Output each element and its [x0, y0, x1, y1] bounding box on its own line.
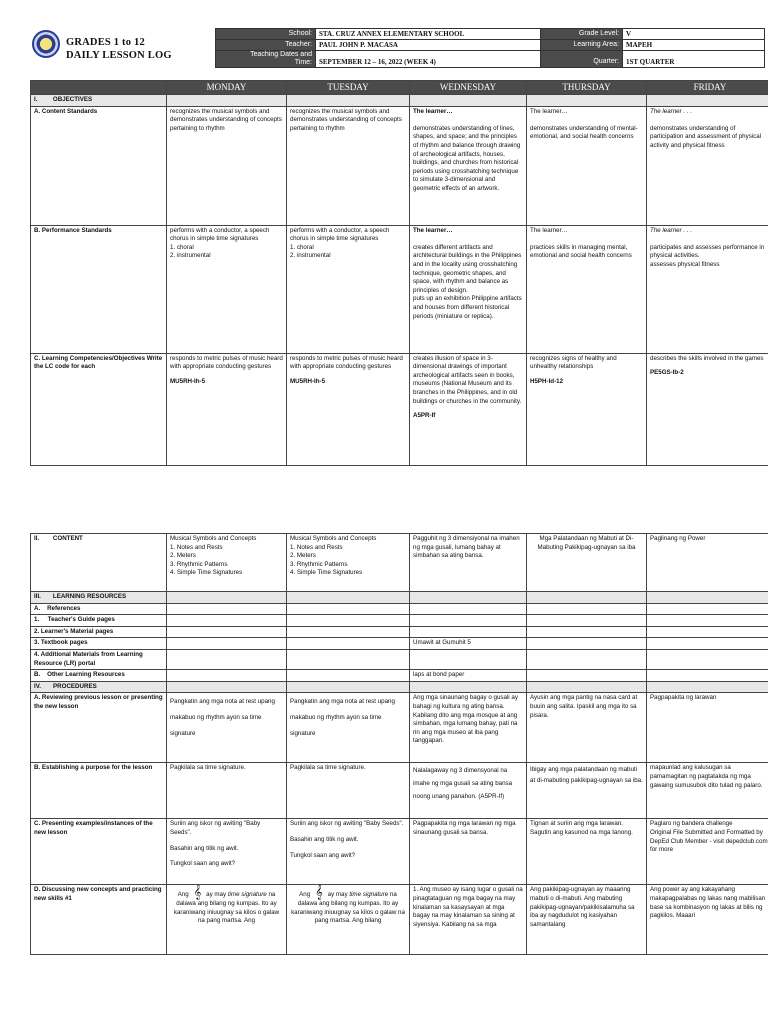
procedure-c-mon-line3: Tungkol saan ang awit? — [170, 860, 236, 868]
dates-label — [216, 51, 316, 68]
references-label: A. References — [31, 603, 167, 615]
content-standards-mon: recognizes the musical symbols and demonstrates understanding of concepts pertaining to rhythm — [167, 106, 287, 225]
procedure-d-wed: 1. Ang museo ay isang lugar o gusali na pinagtataguan ng mga bagay na may kinalaman sa kasaysayan at mga bagay na may kinalaman sa sining at siyensiya. Kabilang na sa mga — [410, 885, 527, 955]
competencies-thu-code: H5PH-Id-12 — [530, 377, 564, 385]
other-resources-row — [31, 670, 768, 682]
competencies-fri-code: PE5GS-Ib-2 — [650, 369, 684, 377]
performance-standards-fri — [647, 225, 768, 353]
procedure-c-tue — [287, 819, 410, 885]
procedure-c-wed: Pagpapakita ng mga larawan ng mga sinaunang gusali sa bansa. — [410, 819, 527, 885]
procedure-c-tue-line2: Basahin ang titik ng awit. — [290, 835, 359, 843]
day-header-blank — [31, 81, 167, 95]
content-wed: Pagguhit ng 3 dimensiyonal na imahen ng mga gusali, lumang bahay at simbahan sa ating bansa. — [410, 534, 527, 592]
content-label: II. CONTENT — [31, 534, 167, 592]
procedures-heading: IV. PROCEDURES — [31, 681, 167, 693]
performance-standards-thu-text: practices skills in managing mental, emotional and social health concerns — [530, 243, 632, 260]
procedure-d-tue-text: na dalawa ang bilang ng kumpas. Ito ay karaniwang iniuugnay sa kilos o galaw na pang martsa. Ang bilang — [291, 891, 405, 925]
procedure-a-tue: Pangkatin ang mga nota at rest upang makabuo ng rhythm ayon sa time signature — [287, 693, 410, 763]
competencies-thu — [527, 353, 647, 465]
procedure-b-row — [31, 763, 768, 819]
content-standards-fri-head: The learner . . . — [650, 107, 692, 115]
content-row — [31, 534, 768, 592]
objectives-heading-row — [31, 95, 768, 107]
day-header-row — [31, 81, 768, 95]
content-thu: Mga Palatandaan ng Mabuti at Di-Mabuting Pakikipag-ugnayan sa iba — [527, 534, 647, 592]
procedure-b-thu: Ibigay ang mga palatandaan ng mabuti at di-mabuting pakikipag-ugnayan sa iba. — [527, 763, 647, 819]
procedure-c-row — [31, 819, 768, 885]
procedure-a-wed: Ang mga sinaunang bagay o gusali ay bahagi ng kultura ng ating bansa. Kabilang dito ang mga mosque at ang simbahan, mga lumang bahay, pati na rin ang mga museo at iba pang tanggapan. — [410, 693, 527, 763]
procedure-c-label: C. Presenting examples/instances of the new lesson — [31, 819, 167, 885]
procedure-c-tue-line3: Tungkol saan ang awit? — [290, 851, 356, 859]
area-value: MAPEH — [623, 40, 765, 51]
resources-heading-row — [31, 592, 768, 604]
competencies-wed-code: A5PR-If — [413, 412, 436, 420]
header — [30, 28, 768, 74]
competencies-wed-text: creates illusion of space in 3-dimensional drawings of important archeological artifacts seen in books, museums (National Museum and its branches in the Philippines, and in old buildings or churches in the community. — [413, 354, 522, 405]
content-mon: Musical Symbols and Concepts 1. Notes and Rests 2. Meters 3. Rhythmic Patterns 4. Simple Time Signatures — [167, 534, 287, 592]
performance-standards-row — [31, 225, 768, 353]
treble-clef-icon: 𝄞 — [193, 885, 202, 901]
competencies-mon-text: responds to metric pulses of music heard with appropriate conducting gestures — [170, 354, 283, 371]
procedure-c-fri: Paglaro ng bandera challenge Original File Submitted and Formatted by DepEd Club Member - visit depedclub.com for more — [647, 819, 768, 885]
title-line-1: GRADES 1 to 12 — [66, 37, 145, 48]
procedure-a-thu: Ayusin ang mga pantig na nasa card at buuin ang salita. Ipaskil ang mga ito sa pisara. — [527, 693, 647, 763]
learners-material-label: 2. Learner's Material pages — [31, 626, 167, 638]
procedure-d-tue-ang: Ang — [299, 891, 311, 899]
performance-standards-thu-head: The learner… — [530, 226, 568, 234]
procedure-b-label: B. Establishing a purpose for the lesson — [31, 763, 167, 819]
procedure-d-mon-ang: Ang — [177, 891, 189, 899]
school-label: School: — [216, 29, 316, 40]
content-standards-row — [31, 106, 768, 225]
procedure-c-thu: Tignan at suriin ang mga larawan. Sagutin ang kasunod na mga tanong. — [527, 819, 647, 885]
day-wednesday: WEDNESDAY — [410, 81, 527, 95]
competencies-mon-code: MU5RH-Ih-5 — [170, 377, 206, 385]
procedure-c-mon — [167, 819, 287, 885]
day-tuesday: TUESDAY — [287, 81, 410, 95]
textbook-label: 3. Textbook pages — [31, 638, 167, 650]
objectives-table — [30, 80, 768, 466]
day-friday: FRIDAY — [647, 81, 768, 95]
grade-value: V — [623, 29, 765, 40]
procedure-d-tue-timesig: time signature — [349, 891, 389, 899]
competencies-wed — [410, 353, 527, 465]
other-resources-label: B. Other Learning Resources — [31, 670, 167, 682]
competencies-row — [31, 353, 768, 465]
procedure-b-tue: Pagkilala sa time signature. — [287, 763, 410, 819]
procedure-a-row — [31, 693, 768, 763]
content-standards-wed — [410, 106, 527, 225]
teacher-label: Teacher: — [216, 40, 316, 51]
procedure-a-fri: Pagpapakita ng larawan — [647, 693, 768, 763]
procedure-d-row — [31, 885, 768, 955]
procedure-d-thu: Ang pakikipag-ugnayan ay maaaring mabuti o di-mabuti. Ang mabuting pakikipag-ugnayan/pakikisalamuha sa iba ay nagdudulot ng kasiyahan samantalang — [527, 885, 647, 955]
procedure-d-tue — [287, 885, 410, 955]
content-fri: Paglinang ng Power — [647, 534, 768, 592]
performance-standards-label: B. Performance Standards — [31, 225, 167, 353]
procedure-d-label: D. Discussing new concepts and practicing new skills #1 — [31, 885, 167, 955]
procedure-b-fri: mapaunlad ang kalusugan sa pamamagitan ng pagtatakda ng mga gawaing sumusubok dito tulad ng palaro. — [647, 763, 768, 819]
references-row — [31, 603, 768, 615]
teacher-value: PAUL JOHN P. MACASA — [316, 40, 541, 51]
procedure-d-mon-aymay: ay may — [206, 891, 227, 899]
procedure-d-tue-aymay: ay may — [327, 891, 348, 899]
teachers-guide-label: 1. Teacher's Guide pages — [31, 615, 167, 627]
dates-value: SEPTEMBER 12 – 16, 2022 (WEEK 4) — [316, 51, 541, 68]
competencies-mon — [167, 353, 287, 465]
competencies-fri-text: describes the skills involved in the games — [650, 354, 764, 362]
resources-heading: III. LEARNING RESOURCES — [31, 592, 167, 604]
content-standards-wed-text: demonstrates understanding of lines, shapes, and space; and the principles of rhythm and balance through drawing of archeological artifacts, houses, buildings, and churches from historical periods using crosshatching technique to simulate 3-dimensional and geometric effects of an artwork. — [413, 124, 521, 192]
procedures-heading-row — [31, 681, 768, 693]
procedure-d-mon-timesig: time signature — [227, 891, 267, 899]
competencies-fri — [647, 353, 768, 465]
quarter-value: 1ST QUARTER — [623, 51, 765, 68]
performance-standards-wed — [410, 225, 527, 353]
learners-material-row — [31, 626, 768, 638]
competencies-label: C. Learning Competencies/Objectives Write the LC code for each — [31, 353, 167, 465]
competencies-tue-text: responds to metric pulses of music heard with appropriate conducting gestures — [290, 354, 403, 371]
content-tue: Musical Symbols and Concepts 1. Notes and Rests 2. Meters 3. Rhythmic Patterns 4. Simple Time Signatures — [287, 534, 410, 592]
performance-standards-wed-head: The learner… — [413, 226, 453, 234]
procedure-b-mon: Pagkilala sa time signature. — [167, 763, 287, 819]
area-label: Learning Area: — [541, 40, 623, 51]
textbook-row — [31, 638, 768, 650]
procedure-d-fri: Ang power ay ang kakayahang makapagpalabas ng lakas nang mabilisan base sa kombinasyon ng lakas at bilis ng pagkilos. Maaari — [647, 885, 768, 955]
objectives-heading: I. OBJECTIVES — [31, 95, 167, 107]
deped-seal-logo — [32, 30, 60, 58]
content-standards-thu-head: The learner… — [530, 107, 568, 115]
grade-label: Grade Level: — [541, 29, 623, 40]
procedure-d-mon-text: na dalawa ang bilang ng kumpas. Ito ay karaniwang iniuugnay sa kilos o galaw na pang martsa. Ang — [173, 891, 280, 925]
content-standards-fri-text: demonstrates understanding of participation and assessment of physical activity and physical fitness — [650, 124, 762, 149]
procedure-c-tue-line1: Suriin ang iskor ng awiting "Baby Seeds". — [290, 820, 404, 828]
procedure-c-mon-line1: Suriin ang iskor ng awiting "Baby Seeds". — [170, 820, 261, 836]
performance-standards-tue: performs with a conductor, a speech chorus in simple time signatures 1. choral 2. instrumental — [287, 225, 410, 353]
performance-standards-fri-head: The learner . . . — [650, 226, 692, 234]
teachers-guide-row — [31, 615, 768, 627]
dates-label-line2: Time: — [294, 59, 312, 66]
content-standards-thu-text: demonstrates understanding of mental-emotional, and social health concerns — [530, 124, 638, 141]
performance-standards-thu — [527, 225, 647, 353]
quarter-label: Quarter: — [541, 51, 623, 68]
content-standards-label: A. Content Standards — [31, 106, 167, 225]
day-monday: MONDAY — [167, 81, 287, 95]
procedure-c-mon-line2: Basahin ang titik ng awit. — [170, 844, 239, 852]
procedure-d-mon — [167, 885, 287, 955]
procedure-a-mon: Pangkatin ang mga nota at rest upang makabuo ng rhythm ayon sa time signature — [167, 693, 287, 763]
day-thursday: THURSDAY — [527, 81, 647, 95]
additional-materials-row — [31, 649, 768, 669]
performance-standards-fri-text: participates and assesses performance in physical activities. assesses physical fitness — [650, 243, 765, 268]
competencies-thu-text: recognizes signs of healthy and unhealthy relationships — [530, 354, 617, 371]
procedures-table — [30, 533, 768, 955]
dates-label-line1: Teaching Dates and — [250, 51, 312, 58]
performance-standards-mon: performs with a conductor, a speech chorus in simple time signatures 1. choral 2. instrumental — [167, 225, 287, 353]
competencies-tue-code: MU5RH-Ih-5 — [290, 377, 326, 385]
lesson-log-sheet — [30, 28, 768, 928]
school-value: STA. CRUZ ANNEX ELEMENTARY SCHOOL — [316, 29, 541, 40]
content-standards-thu — [527, 106, 647, 225]
procedure-b-wed: Nalalagaway ng 3 dimensyonal na imahe ng mga gusali sa ating bansa noong unang panahon. (A5PR-If) — [410, 763, 527, 819]
other-resources-wed: laps at bond paper — [410, 670, 527, 682]
treble-clef-icon: 𝄞 — [315, 885, 323, 901]
content-standards-tue: recognizes the musical symbols and demonstrates understanding of concepts pertaining to rhythm — [287, 106, 410, 225]
title-line-2: DAILY LESSON LOG — [66, 50, 172, 61]
performance-standards-wed-text: creates different artifacts and architectural buildings in the Philippines and in the locality using crosshatching technique, geometric shapes, and space, with rhythm and balance as principles of design. puts up an exhibition Philippine artifacts and houses from different historical periods (miniature or replica). — [413, 243, 522, 320]
procedure-a-label: A. Reviewing previous lesson or presenting the new lesson — [31, 693, 167, 763]
content-standards-fri — [647, 106, 768, 225]
textbook-wed: Umawit at Gumuhit 5 — [410, 638, 527, 650]
header-info-table — [215, 28, 765, 68]
competencies-tue — [287, 353, 410, 465]
additional-materials-label: 4. Additional Materials from Learning Resource (LR) portal — [31, 649, 167, 669]
content-standards-wed-head: The learner… — [413, 107, 453, 115]
